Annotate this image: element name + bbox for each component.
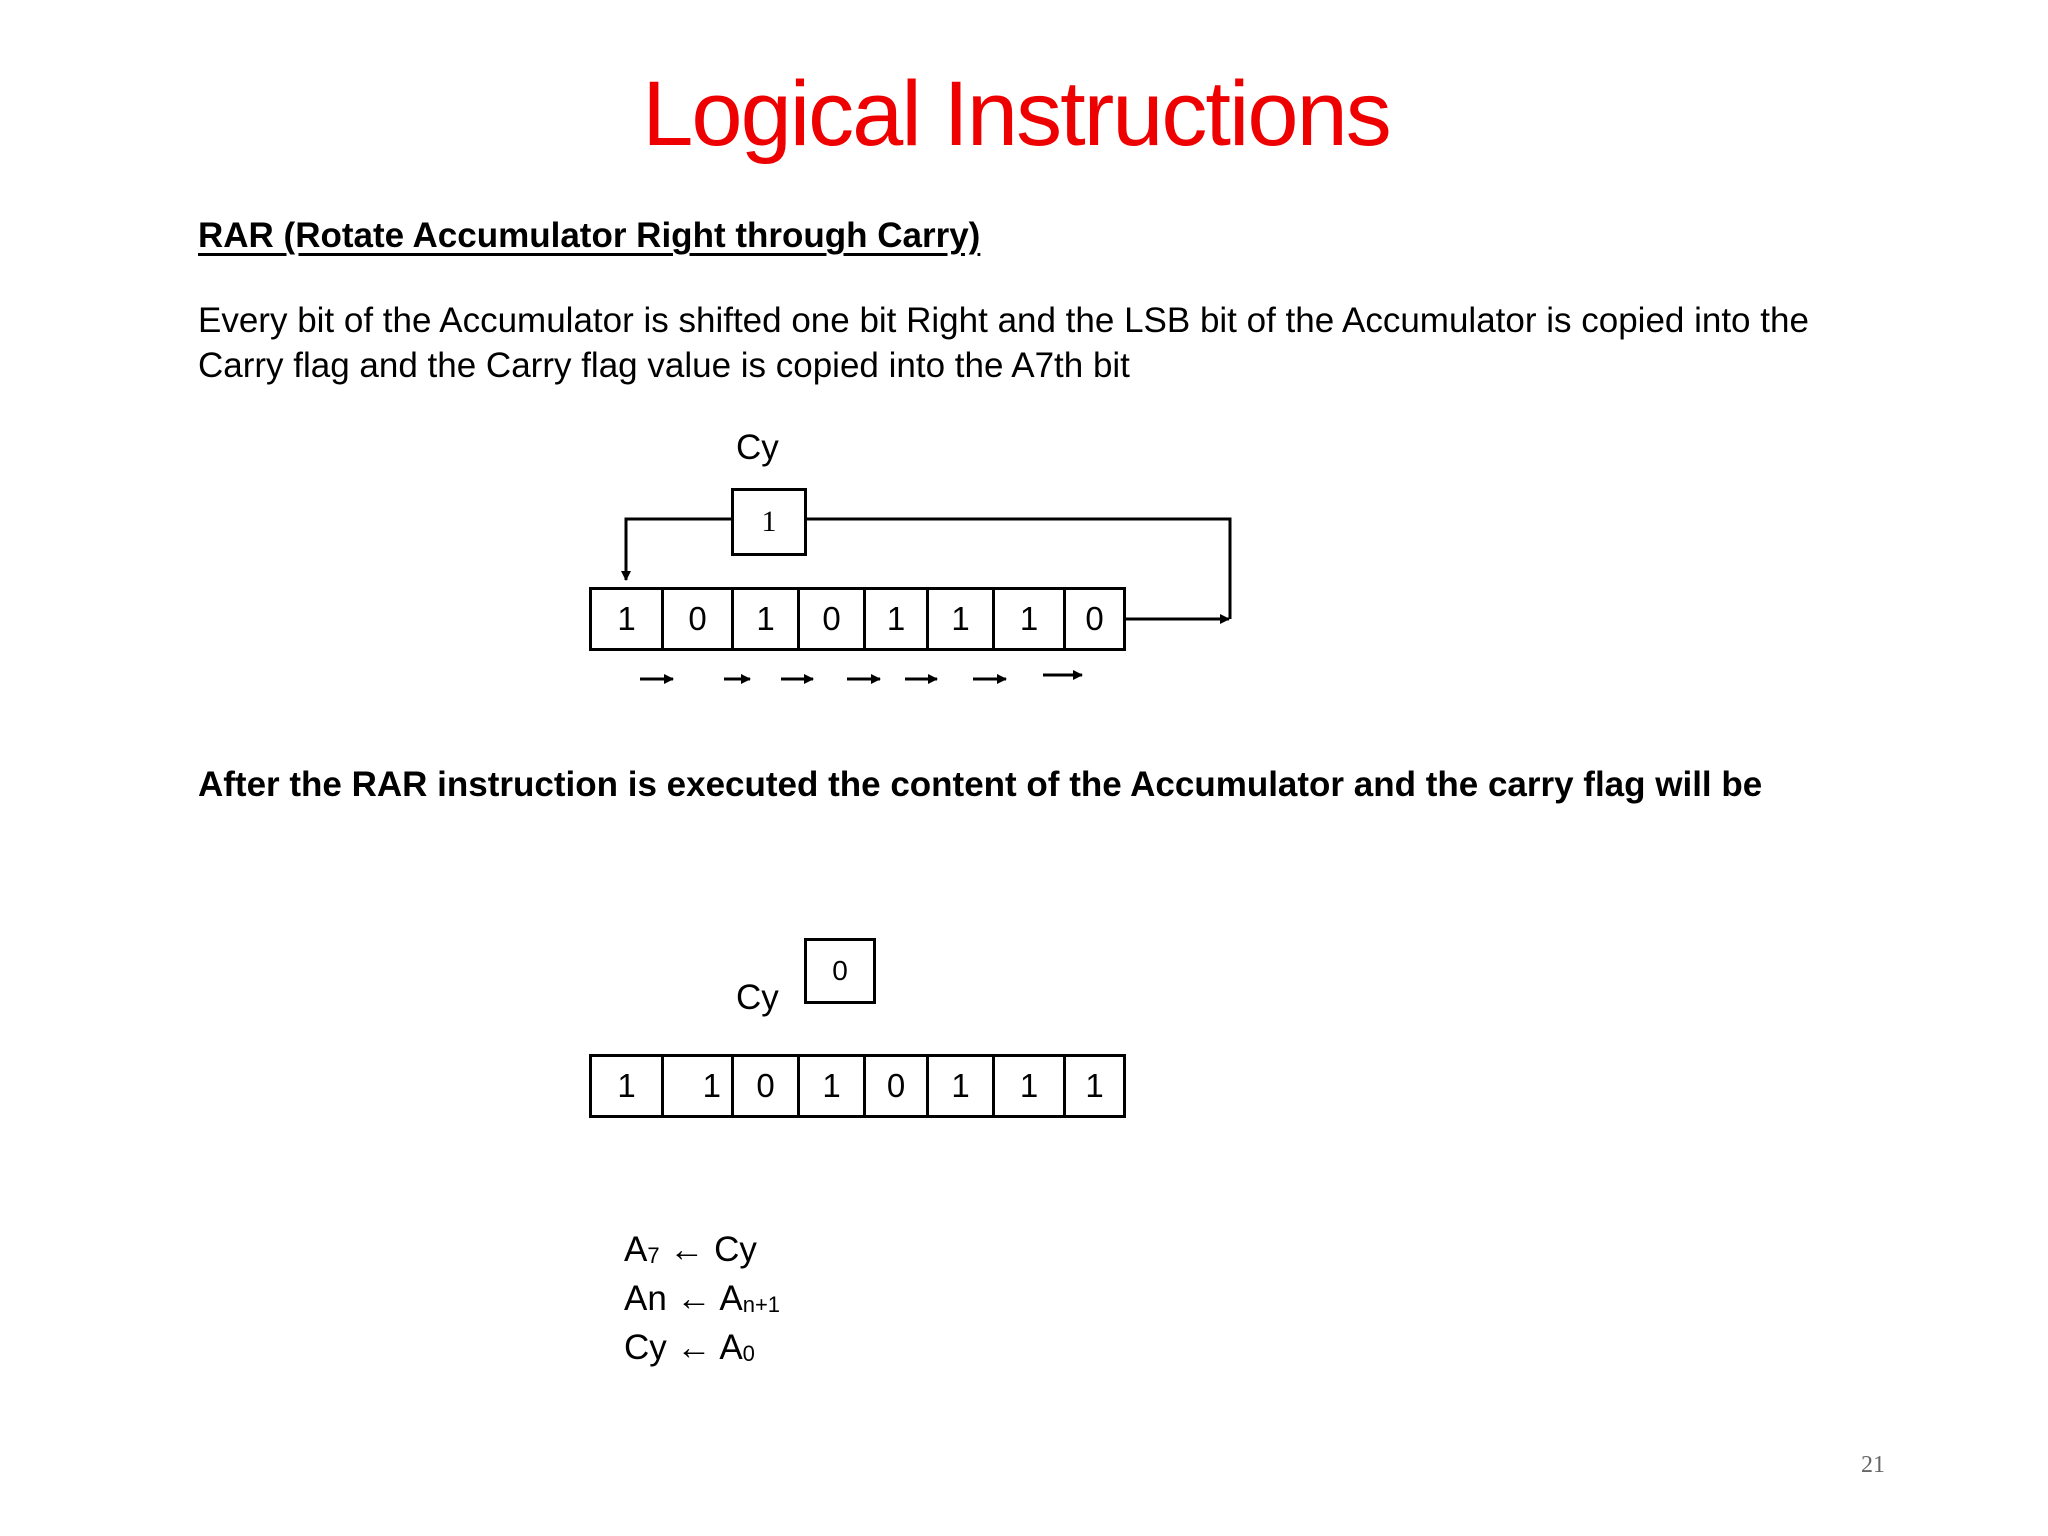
- after-bit-3: 0: [863, 1054, 929, 1118]
- before-bit-2: 1: [926, 587, 995, 651]
- formula-rhs-sub: 0: [742, 1341, 755, 1366]
- before-bit-3: 1: [863, 587, 929, 651]
- left-arrow-icon: ←: [676, 1328, 712, 1367]
- before-bit-1: 1: [992, 587, 1066, 651]
- formula-rhs: A: [719, 1328, 743, 1367]
- after-bit-5: 0: [731, 1054, 800, 1118]
- formula-lhs: Cy: [624, 1328, 667, 1367]
- after-bit-6: 1: [661, 1054, 734, 1118]
- after-bit-2: 1: [926, 1054, 995, 1118]
- formula-lhs: An: [624, 1279, 667, 1318]
- carry-to-a7-arrow: [626, 519, 731, 580]
- formula-lhs: A: [624, 1230, 648, 1269]
- after-bit-0: 1: [1063, 1054, 1126, 1118]
- before-bit-7: 1: [589, 587, 664, 651]
- formula-rhs: A: [719, 1279, 743, 1318]
- after-carry-flag: 0: [804, 938, 876, 1004]
- before-bit-5: 1: [731, 587, 800, 651]
- formula-line: [624, 1277, 780, 1326]
- formula-rhs: Cy: [714, 1230, 757, 1269]
- left-arrow-icon: ←: [669, 1230, 705, 1269]
- formula-line: [624, 1326, 780, 1375]
- after-bit-4: 1: [797, 1054, 866, 1118]
- before-cy-label: Cy: [736, 428, 779, 467]
- page-number: 21: [1861, 1452, 1885, 1478]
- left-arrow-icon: ←: [676, 1279, 712, 1318]
- rotation-formulas: [624, 1228, 780, 1375]
- a0-to-carry-line: [807, 519, 1230, 619]
- formula-lhs-sub: 7: [647, 1243, 660, 1268]
- before-bit-0: 0: [1063, 587, 1126, 651]
- after-bit-1: 1: [992, 1054, 1066, 1118]
- slide-title: Logical Instructions: [642, 63, 1390, 165]
- formula-rhs-sub: n+1: [742, 1292, 781, 1317]
- description-text: Every bit of the Accumulator is shifted one bit Right and the LSB bit of the Accumulator is copied into the Carry flag and the Carry flag value is copied into the A7th bit: [198, 301, 1809, 385]
- after-text: After the RAR instruction is executed the content of the Accumulator and the carry flag will be: [198, 765, 1763, 804]
- after-cy-label: Cy: [736, 978, 779, 1017]
- before-bit-6: 0: [661, 587, 734, 651]
- shift-right-arrows: [640, 675, 1082, 679]
- formula-line: [624, 1228, 780, 1277]
- section-heading: RAR (Rotate Accumulator Right through Carry): [198, 216, 981, 255]
- before-bit-4: 0: [797, 587, 866, 651]
- before-carry-flag: 1: [731, 488, 807, 556]
- after-bit-7: 1: [589, 1054, 664, 1118]
